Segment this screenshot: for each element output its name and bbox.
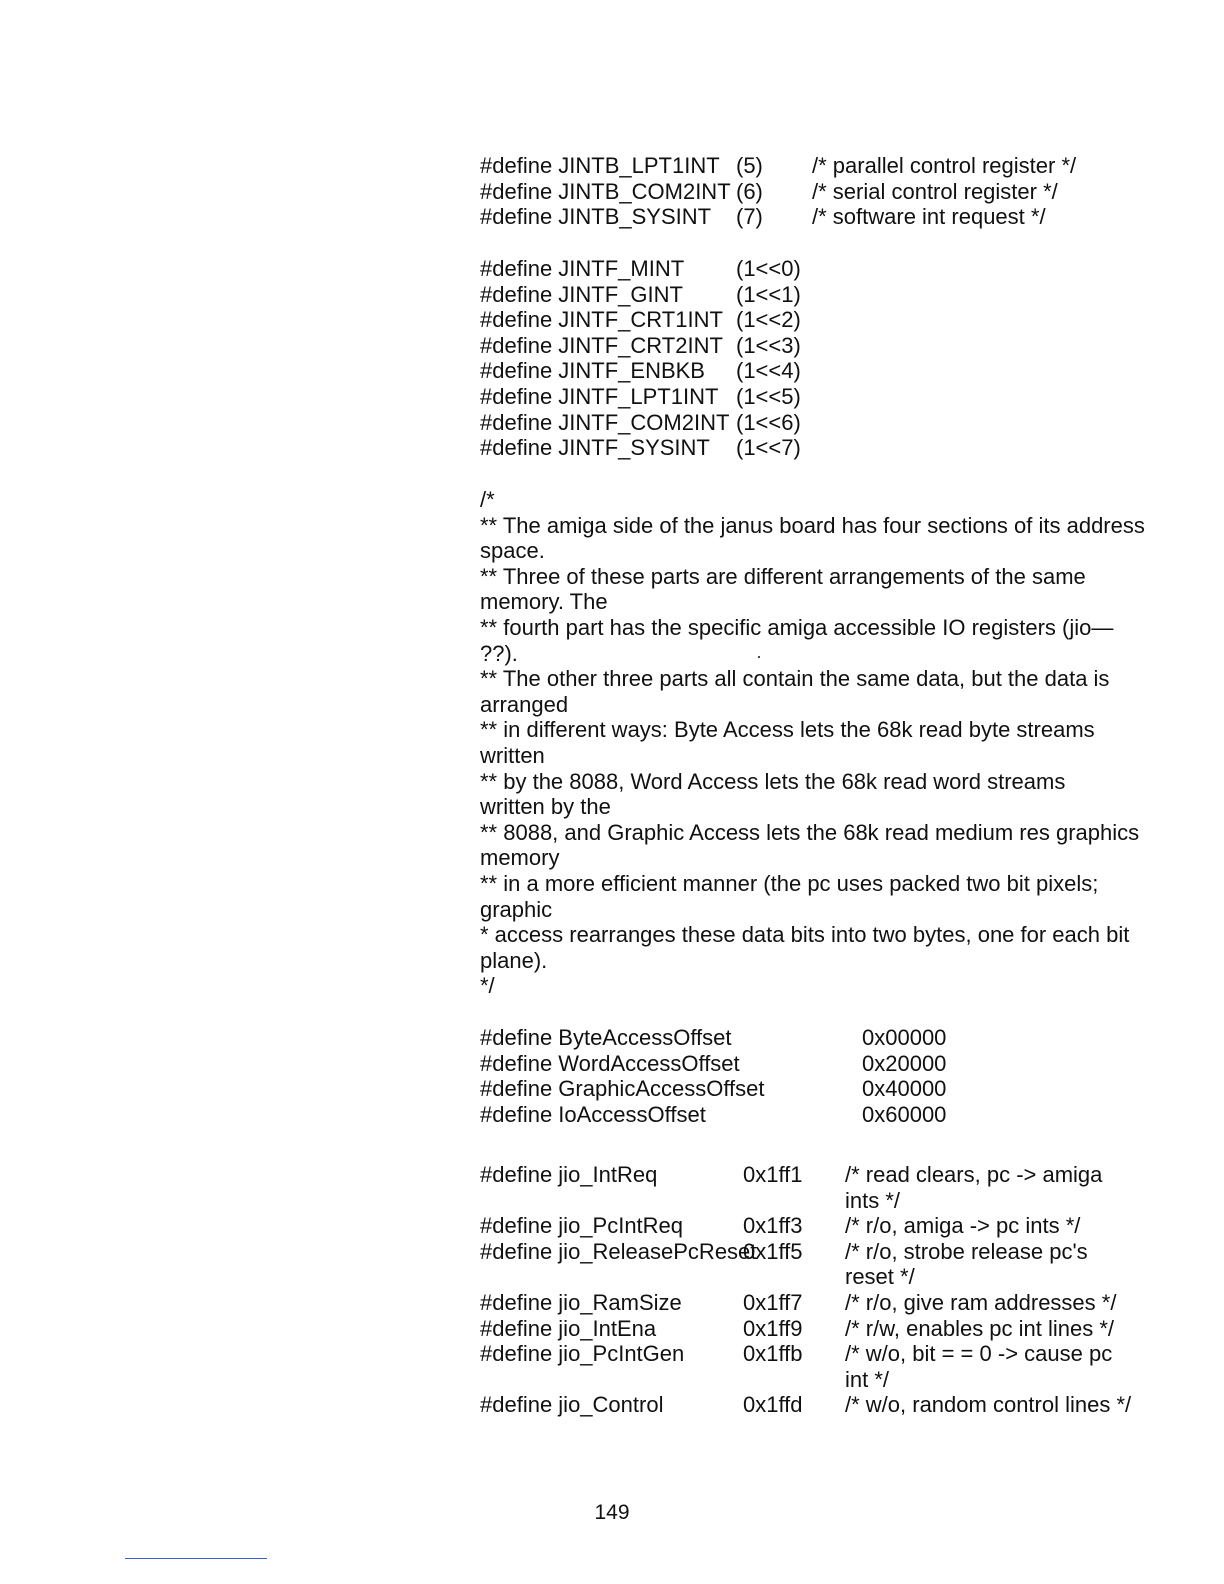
- comment-line: ??).: [480, 640, 518, 666]
- define-name: #define JINTF_GINT: [480, 281, 683, 307]
- define-comment: /* w/o, random control lines */: [845, 1392, 1132, 1418]
- define-comment: /* read clears, pc -> amiga ints */: [845, 1162, 1103, 1213]
- define-name: #define ByteAccessOffset: [480, 1025, 732, 1050]
- define-value: 0x00000: [862, 1025, 947, 1050]
- define-value: (1<<2): [736, 307, 801, 333]
- define-name: #define jio_Control: [480, 1392, 664, 1418]
- comment-line: ** 8088, and Graphic Access lets the 68k read medium res graphics: [480, 819, 1140, 845]
- comment-line: memory. The: [480, 589, 608, 615]
- define-value: (1<<4): [736, 358, 801, 384]
- define-value: (1<<3): [736, 332, 801, 358]
- define-value: 0x1ffd: [743, 1392, 803, 1418]
- define-name: #define jio_IntEna: [480, 1315, 657, 1341]
- comment-line: arranged: [480, 691, 569, 717]
- comment-line: graphic: [480, 896, 553, 922]
- define-name: #define IoAccessOffset: [480, 1101, 706, 1127]
- comment-line: space.: [480, 538, 545, 564]
- define-name: #define JINTF_MINT: [480, 256, 685, 281]
- comment-line: ** Three of these parts are different arrangements of the same: [480, 563, 1086, 589]
- comment-line: ** in different ways: Byte Access lets the 68k read byte streams: [480, 717, 1095, 743]
- define-comment: /* software int request */: [812, 204, 1046, 230]
- stray-mark: [758, 656, 760, 658]
- define-value: 0x60000: [862, 1101, 947, 1127]
- define-name: #define JINTF_CRT1INT: [480, 307, 723, 333]
- define-name: #define jio_PcIntReq: [480, 1213, 684, 1239]
- comment-line: */: [480, 973, 495, 999]
- define-name: #define JINTB_LPT1INT: [480, 153, 720, 178]
- define-name: #define jio_ReleasePcReset: [480, 1238, 757, 1264]
- define-value: (1<<6): [736, 409, 801, 435]
- comment-line: written: [480, 743, 545, 768]
- define-value: 0x40000: [862, 1076, 947, 1102]
- define-value: 0x1ff1: [743, 1162, 803, 1187]
- define-comment: /* r/w, enables pc int lines */: [845, 1315, 1115, 1341]
- comment-line: ** The other three parts all contain the same data, but the data is: [480, 666, 1110, 692]
- define-comment: /* w/o, bit = = 0 -> cause pc int */: [845, 1341, 1113, 1392]
- comment-line: * access rearranges these data bits into two bytes, one for each bit: [480, 922, 1130, 948]
- define-value: (1<<5): [736, 384, 801, 409]
- footer-rule: [125, 1558, 267, 1559]
- define-name: #define JINTB_SYSINT: [480, 204, 712, 230]
- define-name: #define jio_PcIntGen: [480, 1341, 685, 1367]
- comment-line: ** fourth part has the specific amiga accessible IO registers (jio—: [480, 615, 1114, 640]
- comment-line: written by the: [480, 794, 611, 820]
- define-value: (1<<1): [736, 281, 801, 307]
- define-comment: /* r/o, strobe release pc's reset */: [845, 1238, 1088, 1290]
- define-name: #define JINTF_LPT1INT: [480, 384, 719, 409]
- define-name: #define JINTB_COM2INT: [480, 178, 731, 204]
- define-value: (6): [736, 178, 763, 204]
- define-value: (7): [736, 204, 763, 230]
- define-name: #define GraphicAccessOffset: [480, 1076, 765, 1102]
- define-comment: /* parallel control register */: [812, 153, 1077, 178]
- define-value: (1<<7): [736, 435, 801, 461]
- define-name: #define JINTF_COM2INT: [480, 409, 730, 435]
- define-name: #define JINTF_CRT2INT: [480, 332, 723, 358]
- page-number: 149: [594, 1501, 630, 1524]
- define-value: (5): [736, 153, 763, 178]
- define-name: #define jio_RamSize: [480, 1290, 682, 1315]
- define-value: 0x1ff3: [743, 1213, 803, 1239]
- define-comment: /* r/o, give ram addresses */: [845, 1290, 1117, 1315]
- comment-line: memory: [480, 845, 560, 871]
- define-name: #define jio_IntReq: [480, 1162, 658, 1187]
- define-name: #define WordAccessOffset: [480, 1050, 740, 1076]
- define-value: 0x1ffb: [743, 1341, 803, 1367]
- define-value: (1<<0): [736, 256, 801, 281]
- define-value: 0x1ff5: [743, 1238, 803, 1264]
- comment-line: plane).: [480, 947, 548, 973]
- define-value: 0x20000: [862, 1050, 947, 1076]
- define-name: #define JINTF_ENBKB: [480, 358, 705, 384]
- define-name: #define JINTF_SYSINT: [480, 435, 710, 461]
- define-value: 0x1ff7: [743, 1290, 803, 1315]
- define-value: 0x1ff9: [743, 1315, 803, 1341]
- define-comment: /* r/o, amiga -> pc ints */: [845, 1213, 1081, 1239]
- comment-line: ** by the 8088, Word Access lets the 68k read word streams: [480, 768, 1066, 794]
- comment-line: ** in a more efficient manner (the pc uses packed two bit pixels;: [480, 871, 1099, 896]
- comment-line: /*: [480, 487, 495, 512]
- define-comment: /* serial control register */: [812, 178, 1058, 204]
- comment-line: ** The amiga side of the janus board has four sections of its address: [480, 512, 1145, 538]
